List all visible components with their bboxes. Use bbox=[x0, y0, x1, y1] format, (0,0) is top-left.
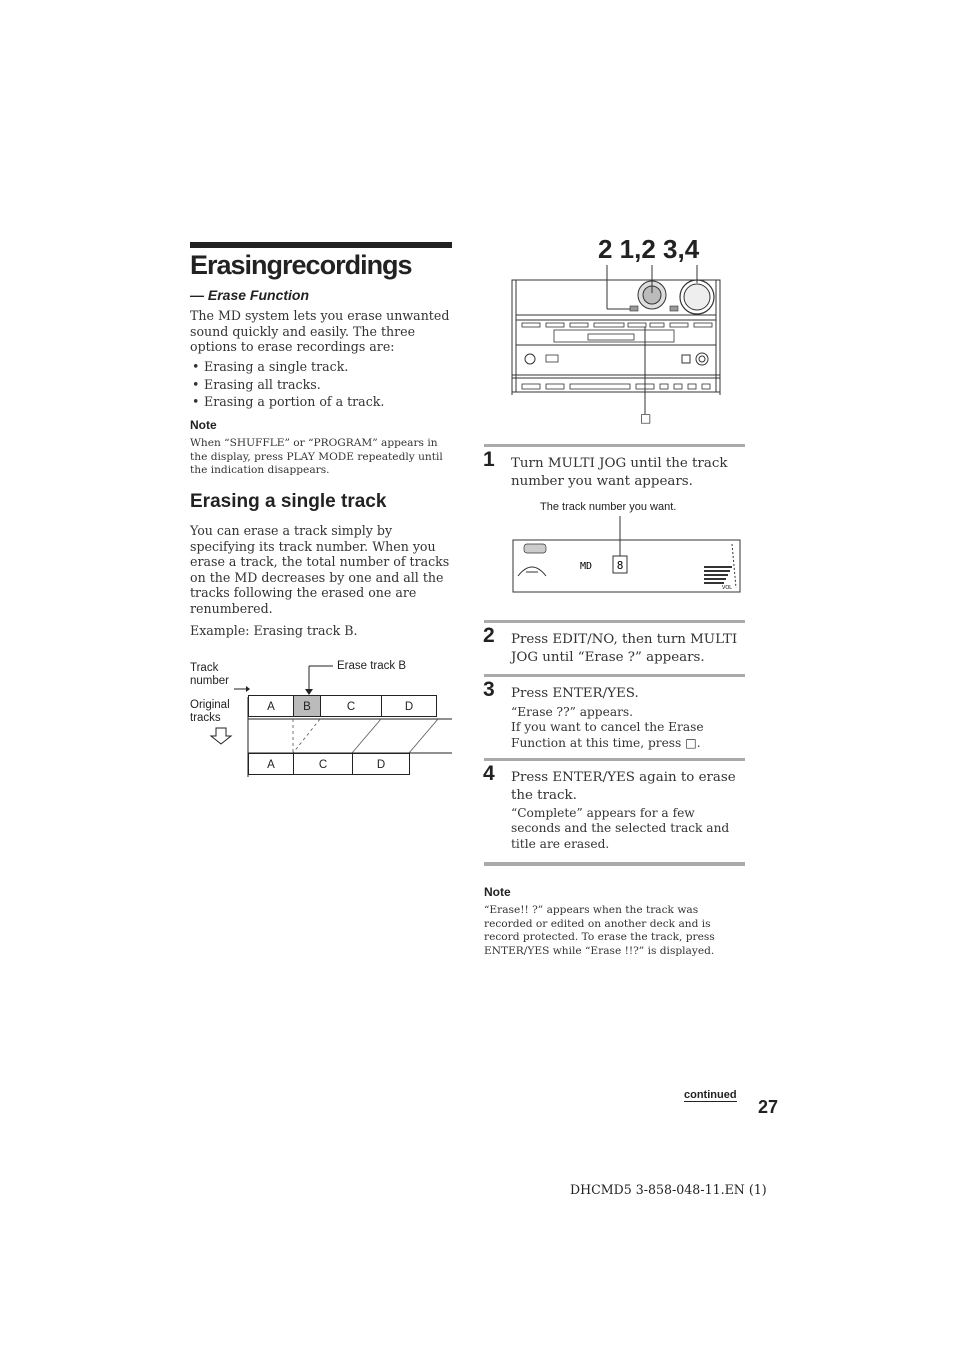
section-heading: Erasing a single track bbox=[190, 491, 387, 512]
document-code: DHCMD5 3-858-048-11.EN (1) bbox=[570, 1182, 767, 1197]
display-caption: The track number you want. bbox=[540, 501, 677, 513]
callout-numbers: 2 1,2 3,4 bbox=[598, 234, 700, 264]
steps-end-rule bbox=[484, 862, 745, 866]
intro-bullets bbox=[190, 359, 452, 412]
display-md-text: MD bbox=[580, 561, 593, 572]
list-item: • Erasing a portion of a track. bbox=[190, 394, 452, 410]
page-number: 27 bbox=[758, 1097, 779, 1117]
list-item: • Erasing a single track. bbox=[190, 359, 452, 375]
section-text: You can erase a track simply by specifying its track number. When you erase a track, the total number of tracks on the MD decreases by one and all the tracks following the erased one are renumbered. bbox=[190, 523, 450, 616]
step-divider bbox=[484, 758, 745, 761]
intro-text: The MD system lets you erase unwanted sound quickly and easily. The three options to erase recordings are: bbox=[190, 308, 450, 355]
step-subtext: “Complete” appears for a few seconds and the selected track and title are erased. bbox=[511, 806, 730, 851]
track-cell-original: C bbox=[320, 695, 382, 717]
original-tracks-label: Original tracks bbox=[190, 699, 230, 724]
step-number: 2 bbox=[483, 624, 495, 647]
md-display-illustration bbox=[512, 514, 744, 596]
track-cell-original: A bbox=[248, 695, 294, 717]
example-text: Example: Erasing track B. bbox=[190, 623, 358, 638]
display-digit: 8 bbox=[616, 559, 624, 572]
list-item: • Erasing all tracks. bbox=[190, 377, 452, 393]
step-text: Turn MULTI JOG until the track number you want appears. bbox=[511, 456, 728, 489]
step-number: 1 bbox=[483, 448, 495, 471]
step-divider bbox=[484, 620, 745, 623]
track-cell-original: D bbox=[381, 695, 437, 717]
step-text: Press EDIT/NO, then turn MULTI JOG until “Erase ?” appears. bbox=[511, 632, 738, 665]
step-number: 4 bbox=[483, 762, 495, 785]
erase-track-label: Erase track B bbox=[337, 660, 407, 672]
track-cell-result: C bbox=[293, 753, 353, 775]
track-cell-result: D bbox=[352, 753, 410, 775]
track-cell-result: A bbox=[248, 753, 294, 775]
page-title: Erasingrecordings bbox=[190, 250, 412, 280]
title-rule bbox=[190, 242, 452, 248]
step-subtext: “Erase ??” appears. If you want to cancel the Erase Function at this time, press □. bbox=[511, 705, 704, 750]
step-number: 3 bbox=[483, 678, 495, 701]
note-text: “Erase!! ?” appears when the track was recorded or edited on another deck and is record protected. To erase the track, press ENTER/YES while “Erase !!?” is displayed. bbox=[484, 904, 715, 957]
note-heading: Note bbox=[190, 418, 217, 432]
display-vol-label: VOL bbox=[722, 585, 733, 591]
step-divider bbox=[484, 674, 745, 677]
continued-label: continued bbox=[684, 1089, 737, 1101]
stop-symbol: □ bbox=[640, 411, 652, 425]
step-text: Press ENTER/YES again to erase the track. bbox=[511, 770, 736, 803]
page-subtitle: — Erase Function bbox=[190, 287, 310, 303]
step-divider bbox=[484, 444, 745, 447]
step-text: Press ENTER/YES. bbox=[511, 686, 639, 701]
note-heading: Note bbox=[484, 885, 511, 899]
track-number-label: Track number bbox=[190, 662, 229, 687]
stereo-device-illustration bbox=[510, 263, 735, 428]
track-cell-erased: B bbox=[293, 695, 321, 717]
note-text: When “SHUFFLE” or “PROGRAM” appears in the display, press PLAY MODE repeatedly until the indication disappears. bbox=[190, 437, 443, 476]
